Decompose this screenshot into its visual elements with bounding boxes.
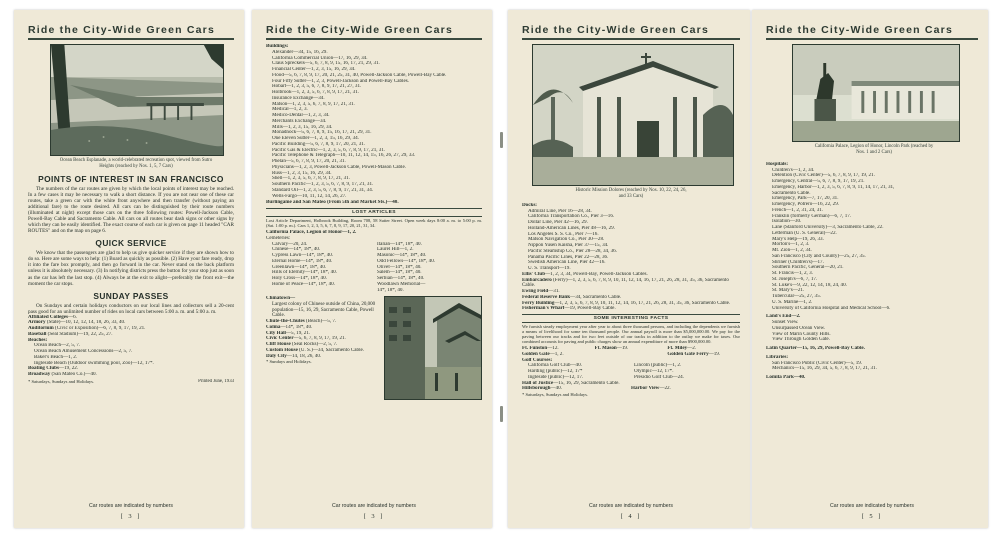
- harbor-view: Harbor View—22.: [631, 386, 671, 392]
- list-item: Ellis' Club—1, 2, 3, 34, Powell-Bay, Powell-Jackson Cables.: [522, 271, 648, 277]
- list-item: Pacific Building—5, 6, 7, 8, 9, 17, 20, 21, 31.: [272, 141, 366, 147]
- list-item: Los Angeles S. S. Co., Pier 7—16.: [528, 231, 599, 237]
- list-item: Tubercular—25, 27, 35.: [772, 294, 821, 300]
- list-item: Chinese—14*, 18*, 40.: [272, 247, 321, 253]
- list-item: Ingleside Beach (Outdoor swimming pool, Zoo)—12, 17*.: [34, 360, 154, 366]
- list-item: Letterman (U. S. General)—22.: [772, 230, 837, 236]
- list-item: California Golf Club—40.: [528, 363, 582, 369]
- list-item: Custom House (U. S.)—34, Sacramento Cable.: [266, 347, 365, 353]
- list-item: City Hall—5, 19, 21.: [266, 330, 311, 336]
- list-item: Sunset View.: [772, 320, 799, 326]
- page-number: [ 3 ]: [120, 513, 142, 520]
- list-item: Alexander—34, 15, 16, 29.: [272, 49, 328, 55]
- list-item: Golden Gate Ferry—19.: [667, 351, 721, 357]
- list-item: Merchants Exchange—34.: [272, 118, 327, 124]
- list-item: Matson—1, 2, 3, 5, 6, 7, 8, 9, 17, 21, 31.: [272, 101, 355, 107]
- page-5-right: [752, 10, 988, 528]
- lost-articles-text: Lost Article Department, Holbrook Building, Room 708, 58 Sutter Street. Open week days 8:00 a. m. to 5:00 p. m. (Sat. 1:00 p. m.). Cars 1, 2, 3, 5, 6, 7, 8, 9, 17, 20, 21, 31, 34.: [266, 218, 482, 228]
- list-item: Golden Gate—1, 2.: [522, 351, 564, 357]
- list-item: Italian—14*, 18*, 40.: [377, 241, 422, 247]
- footnote: * Sundays and Holidays.: [266, 359, 312, 365]
- buildings-title: Buildings:: [266, 44, 289, 49]
- list-item: Russ—1, 2, 3, 15, 16, 29, 34.: [272, 170, 332, 176]
- lands-end-list: [766, 320, 978, 343]
- list-item: Detention (Civic Center)—5, 6, 7, 8, 9, 17, 19, 21.: [772, 173, 875, 179]
- chinatown-photo: [384, 296, 482, 400]
- list-item: Holy Cross—14*, 18*, 40.: [272, 276, 327, 281]
- hillsborough: Hillsborough—40.: [522, 386, 562, 392]
- staple: [500, 406, 503, 422]
- palace-entry: California Palace, Legion of Honor—1, 2.: [266, 230, 357, 235]
- section-title-sunday-passes: SUNDAY PASSES: [93, 290, 169, 301]
- list-item: Salem—14*, 18*, 40.: [377, 270, 422, 276]
- list-item: U. S. Marine—1, 2.: [772, 299, 813, 305]
- page-header: Ride the City-Wide Green Cars: [522, 24, 740, 39]
- list-item: Dollar Line, Pier 42—16, 29.: [528, 220, 588, 226]
- hall-of-justice: Hall of Justice—15, 16, 29, Sacramento Cable.: [522, 380, 620, 386]
- page-header: Ride the City-Wide Green Cars: [766, 24, 978, 39]
- list-item: Panama Pacific Lines, Pier 22—28, 36.: [528, 254, 609, 260]
- points-list: [28, 315, 234, 378]
- list-item: Franklin (formerly German)—6, 7, 17.: [772, 213, 852, 219]
- list-item: Harding (public)—12, 17*: [528, 369, 583, 375]
- list-item: Civic Center—5, 6, 7, 8, 9, 17, 19, 21.: [266, 336, 346, 342]
- list-item: Nippon Yusen Kaisha, Pier 37—15, 34.: [528, 243, 609, 249]
- section-title: POINTS OF INTEREST IN SAN FRANCISCO: [38, 173, 224, 184]
- golf-right: [634, 363, 740, 380]
- list-item: Boating Clubs—19, 22.: [28, 366, 79, 372]
- list-item: Federal Reserve Bank—34, Sacramento Cable.: [522, 294, 622, 300]
- list-item: Fisherman's Wharf—19, Powell-Bay Cable.: [522, 306, 616, 312]
- chinatown-block: [266, 296, 378, 400]
- cemeteries-right: [377, 242, 482, 294]
- list-item: Matson Navigation Co., Pier 30—28.: [528, 237, 605, 243]
- cemeteries-left: [266, 242, 377, 294]
- list-item: St. Mary's—21.: [772, 288, 805, 294]
- list-item: Emergency, Potrero—16, 22, 29.: [772, 202, 840, 208]
- list-item: Pacific Gas & Electric—1, 2, 3, 5, 6, 7, 8, 9, 17, 21, 31.: [272, 147, 386, 153]
- page-header: Ride the City-Wide Green Cars: [28, 24, 234, 39]
- list-item: Pacific Steamship Co., Pier 28—28, 34, 36.: [528, 248, 617, 254]
- ocean-beach-photo: [50, 44, 224, 156]
- lands-end: Land's End—2.: [766, 314, 801, 320]
- list-item: Ft. Funston—12.: [522, 346, 559, 352]
- list-item: View of Marin County Hills.: [772, 331, 831, 337]
- list-item: Masonic—14*, 18*, 40.: [377, 253, 427, 258]
- list-item: Four Fifty Sutter—1, 2, 3, Powell-Jackson and Powell-Bay Cables.: [272, 78, 409, 84]
- list-item: Odd Fellows—14*, 18*, 40.: [377, 258, 436, 264]
- list-item: Admiral Line, Pier 16—28, 34.: [528, 208, 592, 214]
- list-item: French—1, 2, 31, 24, 31.: [772, 207, 824, 213]
- list-item: Olympic—12, 17*.: [634, 369, 674, 375]
- docks-title: Docks:: [522, 202, 537, 208]
- forts-right: [667, 346, 740, 358]
- page-number: [ 3 ]: [363, 513, 385, 520]
- list-item: Flood—5, 6, 7, 8, 9, 17, 20, 21, 25, 31, 40, Powell-Jackson Cable, Powell-Bay Cable.: [272, 72, 447, 78]
- list-item: Holbrook—1, 2, 3, 5, 6, 7, 8, 9, 17, 21, 31.: [272, 90, 360, 95]
- buildings-list: [266, 50, 482, 200]
- list-item: Daly City—14, 18, 26, 40.: [266, 353, 322, 359]
- cemeteries-title: Cemeteries:: [266, 235, 291, 241]
- list-item: Home of Peace—14*, 18*, 40.: [272, 281, 335, 287]
- legion-of-honor-photo: [792, 44, 960, 142]
- list-item: Auditorium (Civic or Exposition)—6, 7, 8, 9, 17, 19, 21.: [28, 326, 146, 332]
- footer-note: Car routes are indicated by numbers: [89, 503, 173, 509]
- list-item: Children's—1, 2, 34.: [772, 167, 815, 173]
- list-item: Cliff House (Seal Rocks)—2, 5, 7.: [266, 342, 338, 348]
- more-points-list: [266, 319, 378, 359]
- photo-caption: Ocean Beach Esplanade, a world-celebrated recreation spot, viewed from Sutro Heights (reached by Nos. 1, 5, 7 Cars): [59, 158, 213, 169]
- list-item: Emergency, Park—7, 17, 20, 31.: [772, 196, 839, 202]
- list-item: Emergency, Harbor—1, 2, 3, 5, 6, 7, 8, 9, 11, 14, 17, 21, 31,: [772, 184, 895, 190]
- list-item: Laurel Hill—1, 2.: [377, 247, 414, 253]
- list-item: Chute-the-Chutes (Beach)—5, 7.: [266, 319, 337, 325]
- page-3-right: [252, 10, 492, 528]
- list-item: Hobart—1, 2, 3, 5, 6, 7, 8, 9, 17, 21, 27, 31.: [272, 84, 362, 90]
- list-item: Calvary—20, 24.: [272, 241, 308, 247]
- footer-note: Car routes are indicated by numbers: [332, 503, 416, 509]
- hospitals-title: Hospitals:: [766, 161, 789, 167]
- list-item: Ft. Mason—19.: [594, 346, 629, 352]
- lomita-park: Lomita Park—40.: [766, 375, 806, 381]
- list-item: Affiliated Colleges—6.: [28, 314, 77, 320]
- intro-paragraph: The numbers of the car routes are given by which the local points of interest may be reached. In a few cases it may be necessary to walk a short distance. If you are not near one of these car routes, take a green car with the white front anywhere and then transfer (without paying an additional fare) to the route desired. All cars can be distinguished by their route numbers (illuminated at night) except those cars on the three following routes: Powell-Jackson Cable, Powell-Bay Cable and Sacramento Cable. All cars on all routes bear dash signs or other signs by which they can be easily identified. The exact course of each car is given on page 11 headed "CAR ROUTES" and on the map on page 6.: [28, 185, 234, 235]
- list-item: Insurance Exchange—34.: [272, 95, 325, 101]
- forts-left: [522, 346, 595, 358]
- list-item: Shell—1, 2, 3, 5, 6, 7, 8, 9, 17, 21, 31.: [272, 176, 350, 182]
- list-item: Southern Pacific, General—20, 21.: [772, 265, 844, 271]
- list-item: Pacific Telephone & Telegraph—10, 11, 12, 14, 15, 16, 26, 27, 29, 33.: [272, 153, 416, 159]
- list-item: Baseball (Seal Stadium)—19, 22, 25, 27.: [28, 331, 113, 337]
- footnote: * Saturdays, Sundays and Holidays.: [28, 378, 95, 384]
- list-item: Mechanics—15, 16, 29, 34, 5, 6, 7, 8, 9, 17, 21, 31.: [772, 366, 877, 372]
- list-item: Mary's Help—19, 26, 33.: [772, 236, 824, 242]
- list-item: Ft. Miley—2.: [667, 346, 697, 352]
- list-item: Financial Center—1, 2, 3, 15, 16, 29, 34.: [272, 67, 356, 72]
- list-item: Medical—1, 2, 3.: [272, 107, 308, 113]
- photo-caption: Historic Mission Dolores (reached by Nos. 10, 22, 24, 26, and 33 Cars): [575, 188, 687, 199]
- list-item: Cypress Lawn—14*, 18*, 40.: [272, 253, 334, 258]
- footer-note: Car routes are indicated by numbers: [830, 503, 914, 509]
- list-item: Emergency, Central—5, 6, 7, 8, 9, 17, 19, 21.: [772, 179, 865, 185]
- libraries-title: Libraries:: [766, 354, 789, 360]
- list-item: St. Francis—1, 2, 3.: [772, 271, 813, 277]
- list-item: Claus Spreckels—5, 6, 7, 8, 9, 15, 16, 17, 21, 29, 31.: [272, 61, 380, 67]
- lost-articles-title: LOST ARTICLES: [266, 208, 482, 217]
- libraries-list: [766, 361, 978, 373]
- list-item: St. Joseph's—6, 7, 17.: [772, 276, 818, 282]
- section-title-quick-service: QUICK SERVICE: [95, 238, 167, 249]
- list-item: Baker's Beach—1, 2.: [34, 354, 78, 360]
- list-item: Shriner (Children's)—17.: [772, 259, 824, 265]
- list-item: Morton's—1, 2, 3.: [772, 242, 810, 248]
- list-item: Monadnock—5, 6, 7, 8, 9, 15, 16, 17, 21, 29, 31.: [272, 130, 372, 136]
- list-item: Mills—1, 2, 3, 15, 16, 29, 34.: [272, 124, 333, 130]
- list-item: 14*, 18*, 40.: [377, 287, 404, 293]
- list-item: Ocean Beach—2, 5, 7.: [34, 343, 81, 349]
- sunday-passes-paragraph: On Sundays and certain holidays conductors on our local lines and collectors sell a 20-cent pass good for an unlimited number of rides on local cars between 5:00 a. m. and 5:00 a. m.: [28, 302, 234, 315]
- hospitals-list: [766, 168, 978, 312]
- list-item: Lane (Stanford University)—3, Sacramento Cable, 22.: [772, 225, 884, 231]
- cemeteries-columns: [266, 242, 482, 294]
- list-item: Medico-Dental—1, 2, 3, 34.: [272, 113, 330, 118]
- list-item: Hills of Eternity—14*, 18*, 40.: [272, 270, 337, 276]
- list-item: Ewing Field—31.: [522, 289, 560, 295]
- list-item: Isolation—30.: [772, 219, 802, 225]
- list-item: San Francisco (City and County)—25, 27, 35.: [772, 253, 866, 259]
- list-item: Greenlawn—14*, 18*, 40.: [272, 264, 327, 270]
- footer-note: Car routes are indicated by numbers: [589, 503, 673, 509]
- list-item: U. S. Transport—19.: [528, 266, 571, 272]
- printed-date: Printed June, 1933: [198, 378, 234, 384]
- list-item: Armory (State)—10, 12, 12, 14, 18, 26, 33, 40.: [28, 320, 126, 326]
- latin-quarter: Latin Quarter—15, 16, 29, Powell-Bay Cable.: [766, 346, 865, 352]
- list-item: Standard Oil—1, 2, 3, 5, 6, 7, 8, 9, 17, 21, 31, 34.: [272, 187, 374, 193]
- page-number: [ 4 ]: [620, 513, 642, 520]
- docks-list: [522, 209, 740, 272]
- chinatown-title: Chinatown—: [266, 296, 296, 302]
- list-item: University of California Hospital and Medical School—6.: [772, 305, 891, 311]
- list-item: Eternal Home—14*, 18*, 40.: [272, 258, 333, 264]
- list-item: California Transportation Co., Pier 3—16.: [528, 214, 615, 220]
- more-points-list: [522, 272, 740, 312]
- burlingame-entry: Burlingame and San Mateo (From 5th and Market Sts.)—40.: [266, 200, 399, 206]
- list-item: St. Luke's—9, 22, 12, 14, 18, 24, 40.: [772, 282, 847, 288]
- list-item: Mt. Zion—1, 2, 34.: [772, 248, 812, 254]
- list-item: Embarcadero (Ferry)—1, 2, 3, 5, 6, 7, 8, 9, 10, 11, 12, 14, 16, 17, 21, 26, 28, 31, 35, 36, Sacramento Cable.: [522, 277, 729, 289]
- list-item: Ocean Beach Amusement Concessions—2, 5, 7.: [34, 349, 133, 355]
- mission-dolores-photo: [532, 44, 734, 186]
- list-item: Broadway (San Mateo Co.)—40.: [28, 372, 97, 378]
- list-item: Olivet—14*, 18*, 40.: [377, 264, 422, 270]
- golf-left: [528, 363, 634, 380]
- list-item: Presidio Golf Club—24.: [634, 374, 684, 380]
- list-item: Beaches:: [28, 337, 48, 343]
- list-item: Ingleside (public)—12, 17.: [528, 374, 584, 380]
- list-item: Unsurpassed Ocean View.: [772, 325, 826, 331]
- photo-caption: California Palace, Legion of Honor, Lincoln Park (reached by Nos. 1 and 2 Cars): [814, 144, 934, 155]
- list-item: Colma—14*, 18*, 40.: [266, 324, 313, 330]
- page-3-left: [14, 10, 244, 528]
- list-item: Serbian—14*, 18*, 40.: [377, 276, 425, 281]
- facts-text: We furnish steady employment year after year to about three thousand persons, and including the dependents we furnish a means of livelihood for some ten thousand people. Our annual payroll is more than $5,000,000.00. We pay for the paving between our tracks and for two feet outside of our tracks in addition to the outlay we make for taxes. Our combined accounts for paving and public charges show an annual expenditure of more than $900,000.00.: [522, 324, 740, 345]
- list-item: Holland-American Lines, Pier 48—16, 29.: [528, 225, 615, 231]
- list-item: Ferry Building—1, 2, 3, 5, 6, 7, 8, 9, 10, 11, 12, 14, 16, 17, 21, 26, 28, 31, 35, 36, Sacramento Cable.: [522, 300, 731, 306]
- list-item: One Eleven Sutter—1, 2, 3, 15, 16, 29, 34.: [272, 136, 360, 141]
- list-item: View Through Golden Gate.: [772, 337, 830, 343]
- list-item: Swedish American Line, Pier 42—16.: [528, 260, 606, 266]
- list-item: San Francisco Public (Civic Center)—5, 19.: [772, 360, 863, 366]
- list-item: Southern Pacific—1, 2, 3, 5, 6, 7, 8, 9, 17, 21, 31.: [272, 182, 374, 187]
- footnote: * Saturdays, Sundays and Holidays.: [522, 392, 589, 398]
- quick-service-paragraph: We know that the passengers are glad to help us give quicker service if they are shown how to do so. Here are some ways to help: (1) Board as quickly as possible. (2) Have your fare ready, drop it into the fare box promptly, and then go forward in the car. Never stand on the back platform unless it is absolutely necessary. (3) In notifying districts press the button for your stop just as soon as the car has left the last stop. (4) Always be at the exit to alight—preferably the front exit—the moment the car stops.: [28, 250, 234, 287]
- page-number: [ 5 ]: [861, 513, 883, 520]
- list-item: Woodlawn Memorial—: [377, 281, 426, 287]
- list-item: Wells-Fargo—10, 11, 12, 14, 26, 27.: [272, 193, 347, 199]
- forts-middle: [595, 346, 668, 358]
- list-item: Sacramento Cable.: [772, 190, 811, 196]
- list-item: Phelan—5, 6, 7, 8, 9, 17, 20, 21, 31.: [272, 159, 346, 164]
- staple: [500, 132, 503, 148]
- list-item: Lincoln (public)—1, 2.: [634, 363, 682, 369]
- list-item: California Commercial Union—17, 16, 29, 34.: [272, 55, 368, 61]
- page-4-left: [508, 10, 750, 528]
- facts-title: SOME INTERESTING FACTS: [522, 314, 740, 323]
- list-item: Physicians—1, 2, 3, Powell-Jackson Cable, Powell-Mason Cable.: [272, 164, 406, 170]
- chinatown-text: Largest colony of Chinese outside of China, 20,000 population—15, 16, 29, Sacramento Cable, Powell Cable.: [272, 302, 376, 319]
- golf-title: Golf Courses:: [522, 357, 553, 363]
- page-header: Ride the City-Wide Green Cars: [266, 24, 482, 39]
